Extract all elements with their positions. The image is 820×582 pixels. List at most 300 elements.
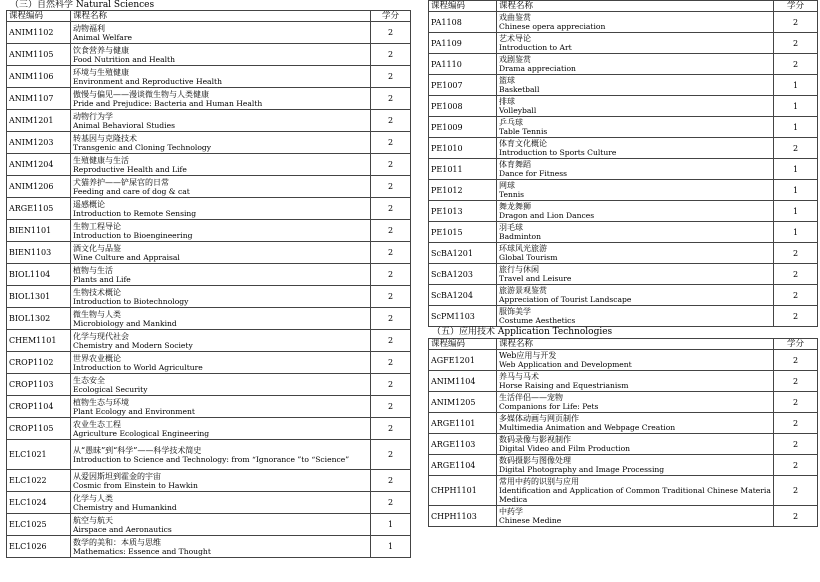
course-name-en: Chemistry and Modern Society [73,340,193,350]
course-name-en: Mathematics: Essence and Thought [73,546,211,556]
course-name-cell [71,492,371,514]
course-code: ANIM1203 [7,132,71,154]
course-name-en: Global Tourism [499,253,558,262]
course-name-zh: 服饰美学 [499,307,531,316]
course-code: ELC1022 [7,470,71,492]
course-name-zh: 动物行为学 [73,111,113,121]
course-credit: 2 [371,492,411,514]
table-row [7,22,411,44]
course-credit: 2 [774,138,818,159]
course-code: PE1008 [429,96,497,117]
course-name-en: Dance for Fitness [499,169,568,178]
course-name-en: Identification and Application of Common Traditional Chinese Materia Medica [499,486,771,504]
table-row [7,536,411,558]
course-name-cell [497,54,774,75]
course-name-cell [71,308,371,330]
course-name-cell [71,44,371,66]
course-name-en: Chinese opera appreciation [499,22,606,31]
table-row [7,374,411,396]
course-code: PE1013 [429,201,497,222]
course-code: PA1110 [429,54,497,75]
course-name-zh: 篮球 [499,76,515,85]
table-row [7,514,411,536]
table-row [429,54,818,75]
course-name-cell [497,75,774,96]
course-name-zh: 生活伴侣——宠物 [499,393,563,402]
course-credit: 1 [774,117,818,138]
course-name-zh: 世界农业概论 [73,353,121,363]
course-code: AGFE1201 [429,350,497,371]
course-name-zh: 数学的美和：本质与思维 [73,537,161,547]
table-row [429,33,818,54]
course-name-cell [497,285,774,306]
course-credit: 2 [371,88,411,110]
application-technologies-table [428,338,818,527]
course-name-cell [71,110,371,132]
course-code: ELC1021 [7,440,71,470]
course-name-en: Microbiology and Mankind [73,318,177,328]
course-name-cell [71,22,371,44]
table-row [429,138,818,159]
course-name-en: Pride and Prejudice: Bacteria and Human Health [73,98,263,108]
table-row [7,330,411,352]
course-credit: 2 [371,44,411,66]
course-credit: 2 [774,12,818,33]
table-row [7,242,411,264]
course-name-zh: 数码录像与影视制作 [499,435,571,444]
course-code: PE1012 [429,180,497,201]
course-code: CROP1102 [7,352,71,374]
natural-sciences-table-body [7,11,411,558]
course-name-cell [71,352,371,374]
course-name-cell [71,220,371,242]
course-credit: 2 [774,306,818,327]
course-name-zh: 舞龙舞狮 [499,202,531,211]
course-name-zh: 戏曲鉴赏 [499,13,531,22]
course-name-zh: 体育文化概论 [499,139,547,148]
course-credit: 2 [371,22,411,44]
course-credit: 2 [774,506,818,527]
course-name-cell [71,470,371,492]
course-credit: 2 [371,110,411,132]
table-row [7,470,411,492]
course-name-zh: 转基因与克隆技术 [73,133,137,143]
course-name-en: Environment and Reproductive Health [73,76,222,86]
course-code: CROP1103 [7,374,71,396]
header-name: 课程名称 [71,11,371,22]
course-code: BIOL1104 [7,264,71,286]
table-row [429,117,818,138]
course-name-en: Table Tennis [499,127,548,136]
course-name-zh: 农业生态工程 [73,419,121,429]
course-name-zh: 体育舞蹈 [499,160,531,169]
course-name-zh: 化学与现代社会 [73,331,129,341]
table-row [429,96,818,117]
course-code: CROP1104 [7,396,71,418]
course-code: BIEN1103 [7,242,71,264]
course-name-zh: 戏剧鉴赏 [499,55,531,64]
course-name-zh: 旅游景观鉴赏 [499,286,547,295]
course-name-zh: 航空与航天 [73,515,113,525]
course-name-en: Transgenic and Cloning Technology [73,142,212,152]
course-credit: 2 [774,350,818,371]
course-name-zh: 中药学 [499,507,523,516]
course-name-cell [71,330,371,352]
course-name-zh: 遥感概论 [73,199,105,209]
table-row [7,352,411,374]
course-credit: 2 [371,264,411,286]
course-credit: 1 [774,96,818,117]
course-code: CROP1105 [7,418,71,440]
course-name-cell [497,180,774,201]
course-code: PA1108 [429,12,497,33]
course-code: ScBA1203 [429,264,497,285]
course-name-cell [497,455,774,476]
table-row [7,154,411,176]
course-credit: 2 [774,434,818,455]
course-name-en: Plant Ecology and Environment [73,406,195,416]
course-name-zh: 从爱因斯坦到霍金的宇宙 [73,471,161,481]
course-code: ANIM1201 [7,110,71,132]
course-credit: 2 [371,154,411,176]
table-row [7,132,411,154]
course-name-cell [71,536,371,558]
table-row [7,396,411,418]
course-code: PA1109 [429,33,497,54]
natural-sciences-table [6,10,411,558]
course-name-en: Multimedia Animation and Webpage Creation [499,423,676,432]
right-column [428,0,818,527]
table-row [429,306,818,327]
course-code: CHEM1101 [7,330,71,352]
course-name-zh: 植物生态与环境 [73,397,129,407]
course-name-cell [71,88,371,110]
header-credit: 学分 [371,11,411,22]
header-code: 课程编码 [7,11,71,22]
course-code: ANIM1205 [429,392,497,413]
table-row [429,201,818,222]
course-credit: 2 [371,330,411,352]
course-code: ANIM1206 [7,176,71,198]
table-row [429,476,818,506]
table-row [429,75,818,96]
course-credit: 2 [371,418,411,440]
course-code: PE1007 [429,75,497,96]
course-name-cell [497,201,774,222]
course-name-en: Web Application and Development [499,360,632,369]
course-name-cell [71,176,371,198]
course-name-cell [71,514,371,536]
table-row [7,418,411,440]
course-name-cell [497,138,774,159]
course-name-en: Chinese Medine [499,516,562,525]
course-name-zh: 生物工程导论 [73,221,121,231]
course-name-cell [497,350,774,371]
course-credit: 2 [371,308,411,330]
course-name-zh: 动物福利 [73,23,105,33]
course-name-en: Reproductive Health and Life [73,164,187,174]
course-name-zh: 从“愚昧”到“科学”——科学技术简史 [73,445,202,455]
course-name-cell [71,242,371,264]
course-credit: 2 [774,371,818,392]
course-name-en: Feeding and care of dog & cat [73,186,190,196]
table-row [429,455,818,476]
course-name-en: Airspace and Aeronautics [73,524,172,534]
course-code: ARGE1105 [7,198,71,220]
header-code: 课程编码 [429,339,497,350]
course-name-zh: 艺术导论 [499,34,531,43]
table-row [429,350,818,371]
course-credit: 2 [371,352,411,374]
course-code: ScBA1201 [429,243,497,264]
course-name-cell [497,413,774,434]
course-code: BIOL1301 [7,286,71,308]
course-name-zh: 多媒体动画与网页制作 [499,414,579,423]
course-credit: 2 [774,392,818,413]
header-credit: 学分 [774,339,818,350]
course-code: ANIM1102 [7,22,71,44]
course-name-zh: 排球 [499,97,515,106]
course-name-cell [71,132,371,154]
course-name-en: Companions for Life: Pets [499,402,599,411]
course-code: CHPH1103 [429,506,497,527]
course-name-en: Plants and Life [73,274,131,284]
course-code: ScBA1204 [429,285,497,306]
table-row [7,110,411,132]
table-row [429,371,818,392]
course-code: ELC1025 [7,514,71,536]
course-credit: 2 [371,132,411,154]
course-name-cell [497,222,774,243]
table-row [7,492,411,514]
course-name-en: Introduction to Sports Culture [499,148,617,157]
course-name-en: Cosmic from Einstein to Hawkin [73,480,198,490]
table-row [429,243,818,264]
course-name-en: Animal Welfare [73,32,132,42]
course-code: ANIM1107 [7,88,71,110]
table-row [7,286,411,308]
course-code: PE1015 [429,222,497,243]
course-name-cell [497,476,774,506]
course-name-cell [497,117,774,138]
course-name-cell [71,396,371,418]
course-credit: 2 [371,396,411,418]
course-credit: 1 [774,159,818,180]
course-code: ScPM1103 [429,306,497,327]
course-name-cell [497,306,774,327]
course-name-cell [497,434,774,455]
table-row [429,159,818,180]
application-technologies-table-body [429,339,818,527]
course-credit: 2 [371,242,411,264]
course-name-en: Chemistry and Humankind [73,502,177,512]
course-name-zh: 生殖健康与生活 [73,155,129,165]
course-name-zh: 网球 [499,181,515,190]
course-code: ELC1024 [7,492,71,514]
course-name-en: Appreciation of Tourist Landscape [499,295,632,304]
table-row [7,44,411,66]
course-name-en: Introduction to Bioengineering [73,230,193,240]
table-row [7,176,411,198]
course-credit: 2 [371,286,411,308]
table-row [429,222,818,243]
course-credit: 2 [774,243,818,264]
table-row [7,66,411,88]
course-name-zh: 乒乓球 [499,118,523,127]
course-code: ANIM1105 [7,44,71,66]
course-credit: 1 [774,222,818,243]
course-name-cell [71,286,371,308]
course-name-en: Basketball [499,85,540,94]
course-name-zh: 植物与生活 [73,265,113,275]
table-header-row [7,11,411,22]
course-credit: 2 [774,413,818,434]
table-header-row [429,1,818,12]
course-credit: 2 [774,285,818,306]
table-row [7,440,411,470]
course-name-en: Introduction to World Agriculture [73,362,203,372]
course-name-en: Digital Photography and Image Processing [499,465,665,474]
course-name-en: Volleyball [499,106,537,115]
course-name-en: Dragon and Lion Dances [499,211,595,220]
table-row [429,413,818,434]
course-name-zh: 常用中药的识别与应用 [499,477,579,486]
course-name-cell [497,12,774,33]
course-credit: 2 [774,455,818,476]
course-name-zh: 环球风光旅游 [499,244,547,253]
course-name-cell [497,264,774,285]
course-name-en: Agriculture Ecological Engineering [73,428,210,438]
table-row [7,198,411,220]
course-code: PE1009 [429,117,497,138]
course-name-zh: 化学与人类 [73,493,113,503]
course-name-cell [497,392,774,413]
table-row [429,392,818,413]
course-credit: 2 [371,440,411,470]
course-credit: 1 [774,201,818,222]
header-name: 课程名称 [497,339,774,350]
course-name-cell [71,440,371,470]
table-row [429,12,818,33]
course-name-en: Introduction to Art [499,43,572,52]
course-name-en: Food Nutrition and Health [73,54,175,64]
course-name-cell [497,159,774,180]
course-name-zh: 酒文化与品鉴 [73,243,121,253]
course-credit: 2 [774,476,818,506]
table-row [429,506,818,527]
course-credit: 2 [371,66,411,88]
course-credit: 2 [774,33,818,54]
course-name-zh: 生物技术概论 [73,287,121,297]
course-code: BIEN1101 [7,220,71,242]
course-credit: 2 [774,54,818,75]
course-name-zh: 数码摄影与图像处理 [499,456,571,465]
course-code: CHPH1101 [429,476,497,506]
course-credit: 2 [371,198,411,220]
course-name-zh: 环境与生殖健康 [73,67,129,77]
course-credit: 2 [371,176,411,198]
course-credit: 1 [371,536,411,558]
table-row [429,434,818,455]
course-name-en: Tennis [499,190,525,199]
course-name-en: Drama appreciation [499,64,576,73]
course-name-cell [497,96,774,117]
table-row [429,180,818,201]
course-name-en: Travel and Leisure [499,274,572,283]
course-credit: 1 [774,180,818,201]
course-name-en: Badminton [499,232,542,241]
course-name-en: Costume Aesthetics [499,316,576,325]
table-row [7,220,411,242]
left-column [6,0,411,558]
course-name-cell [71,264,371,286]
course-credit: 2 [371,374,411,396]
section-title-application-technologies: （五）应用技术 Application Technologies [432,327,613,337]
course-code: ELC1026 [7,536,71,558]
course-code: PE1010 [429,138,497,159]
table-row [429,285,818,306]
course-name-en: Introduction to Remote Sensing [73,208,197,218]
course-name-zh: 傲慢与偏见——漫谈微生物与人类健康 [73,89,209,99]
course-code: BIOL1302 [7,308,71,330]
header-name: 课程名称 [497,1,774,12]
course-code: ARGE1103 [429,434,497,455]
course-name-en: Introduction to Biotechnology [73,296,189,306]
course-name-en: Introduction to Science and Technology: from “Ignorance ”to “Science” [73,454,350,464]
course-credit: 2 [371,470,411,492]
course-code: ANIM1106 [7,66,71,88]
section-title-natural-sciences: （三）自然科学 Natural Sciences [10,0,155,10]
course-name-en: Animal Behavioral Studies [73,120,175,130]
course-name-zh: 羽毛球 [499,223,523,232]
course-name-cell [497,243,774,264]
course-code: PE1011 [429,159,497,180]
course-name-en: Horse Raising and Equestrianism [499,381,629,390]
header-code: 课程编码 [429,1,497,12]
table-row [7,308,411,330]
table-row [7,88,411,110]
course-name-en: Wine Culture and Appraisal [73,252,180,262]
course-name-zh: 饮食营养与健康 [73,45,129,55]
course-name-cell [71,66,371,88]
course-credit: 1 [371,514,411,536]
course-code: ARGE1104 [429,455,497,476]
course-name-zh: 犬猫养护——铲屎官的日常 [73,177,169,187]
course-name-cell [71,418,371,440]
course-name-zh: 微生物与人类 [73,309,121,319]
course-name-zh: 生态安全 [73,375,105,385]
course-name-en: Ecological Security [73,384,148,394]
course-name-zh: 旅行与休闲 [499,265,539,274]
course-name-cell [497,506,774,527]
course-code: ANIM1104 [429,371,497,392]
course-credit: 2 [371,220,411,242]
course-name-cell [497,371,774,392]
header-credit: 学分 [774,1,818,12]
table-row [7,264,411,286]
course-code: ARGE1101 [429,413,497,434]
course-credit: 1 [774,75,818,96]
course-name-cell [71,374,371,396]
course-name-en: Digital Video and Film Production [499,444,631,453]
course-name-cell [497,33,774,54]
course-code: ANIM1204 [7,154,71,176]
course-credit: 2 [774,264,818,285]
course-name-cell [71,154,371,176]
table-header-row [429,339,818,350]
table-row [429,264,818,285]
course-name-zh: 养马与马术 [499,372,539,381]
